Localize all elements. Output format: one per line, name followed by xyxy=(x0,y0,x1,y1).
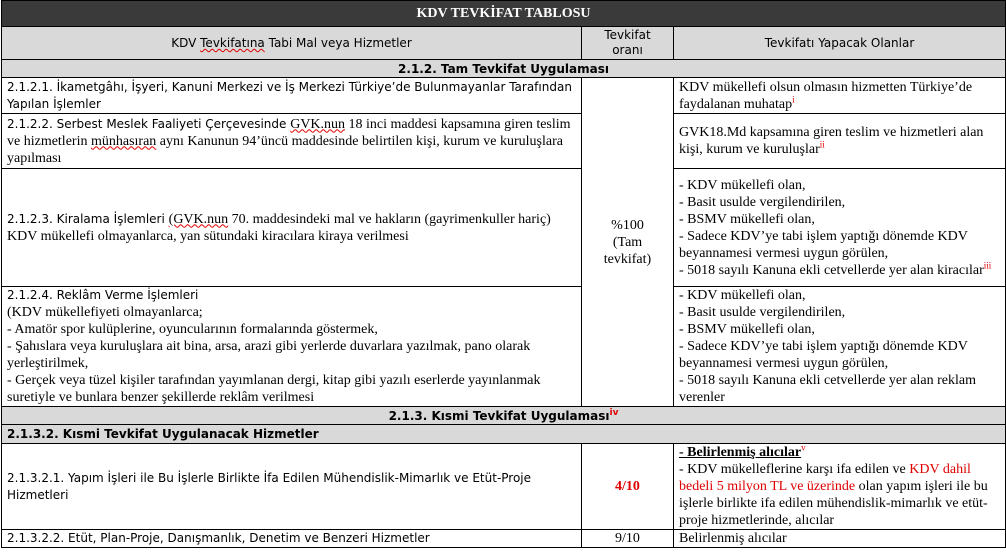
row-2-1-2-2-subject: 2.1.2.2. Serbest Meslek Faaliyeti Çerçevesinde GVK.nun 18 inci maddesi kapsamına giren teslim ve hizmetlerin münhasıran aynı Kanunun 94’üncü maddesinde belirtilen kişi, kurum ve kuruluşlara yapılması xyxy=(2,114,582,169)
row-2-1-2-2-withholder: GVK18.Md kapsamına giren teslim ve hizmetleri alan kişi, kurum ve kuruluşlar$^{ii}$ xyxy=(674,114,1006,169)
rate-full: %100 (Tam tevkifat) xyxy=(582,78,674,407)
footnote-marker: iii xyxy=(983,259,992,270)
row-2-1-3-2-2-withholder: Belirlenmiş alıcılar xyxy=(674,530,1006,548)
highlighted-threshold: KDV dahil bedeli 5 milyon TL ve üzerinde xyxy=(679,462,971,494)
row-2-1-3-2-1-subject: 2.1.3.2.1. Yapım İşleri ile Bu İşlerle Birlikte İfa Edilen Mühendislik-Mimarlık ve Etüt-Proje Hizmetleri xyxy=(2,444,582,530)
header-withholders: Tevkifatı Yapacak Olanlar xyxy=(674,27,1006,60)
footnote-marker: ii xyxy=(819,139,825,150)
row-2-1-2-3-withholder: - KDV mükellefi olan, - Basit usulde vergilendirilen, - BSMV mükellefi olan, - Sadece KDV’ye tabi işlem yaptığı dönemde KDV beyannamesi vermesi uygun görülen, - 5018 sayılı Kanuna ekli cetvellerde yer alan kiracılar$^{iii}$ xyxy=(674,169,1006,287)
section-full-withholding: 2.1.2. Tam Tevkifat Uygulaması xyxy=(2,60,1006,78)
kdv-tevkifat-table xyxy=(1,0,1006,548)
rate-9-10: 9/10 xyxy=(582,530,674,548)
subsection-partial-services: 2.1.3.2. Kısmi Tevkifat Uygulanacak Hizmetler xyxy=(2,425,1006,444)
row-2-1-2-1-subject: 2.1.2.1. İkametgâhı, İşyeri, Kanuni Merkezi ve İş Merkezi Türkiye’de Bulunmayanlar Tarafından Yapılan İşlemler xyxy=(2,78,582,114)
spellcheck-word: Tevkifatına xyxy=(200,36,265,50)
footnote-marker: i xyxy=(792,93,795,104)
row-2-1-3-2-2-subject: 2.1.3.2.2. Etüt, Plan-Proje, Danışmanlık, Denetim ve Benzeri Hizmetler xyxy=(2,530,582,548)
header-goods-services: KDV Tevkifatına Tabi Mal veya Hizmetler xyxy=(2,27,582,60)
footnote-marker: iv xyxy=(609,407,619,418)
header-rate: Tevkifat oranı xyxy=(582,27,674,60)
footnote-marker: v xyxy=(801,443,806,453)
row-2-1-2-4-withholder: - KDV mükellefi olan, - Basit usulde vergilendirilen, - BSMV mükellefi olan, - Sadece KDV’ye tabi işlem yaptığı dönemde KDV beyannamesi vermesi uygun görülen, - 5018 sayılı Kanuna ekli cetvellerde yer alan reklam verenler xyxy=(674,287,1006,407)
row-2-1-2-1-withholder: KDV mükellefi olsun olmasın hizmetten Türkiye’de faydalanan muhatap$^i$ xyxy=(674,78,1006,114)
row-2-1-2-3-subject: 2.1.2.3. Kiralama İşlemleri (GVK.nun 70. maddesindeki mal ve hakların (gayrimenkuller hariç) KDV mükellefi olmayanlarca, yan sütundaki kiracılara kiraya verilmesi xyxy=(2,169,582,287)
section-partial-withholding: 2.1.3. Kısmi Tevkifat Uygulaması$^{iv}$ xyxy=(2,407,1006,425)
row-2-1-3-2-1-withholder: - Belirlenmiş alıcılar$^v$ - KDV mükelleflerine karşı ifa edilen ve KDV dahil bedeli 5 milyon TL ve üzerinde olan yapım işleri ile bu işlerle birlikte ifa edilen mühendislik-mimarlık ve etüt-proje hizmetlerinde, alıcılar xyxy=(674,444,1006,530)
table-title: KDV TEVKİFAT TABLOSU xyxy=(2,1,1006,27)
rate-4-10: 4/10 xyxy=(582,444,674,530)
row-2-1-2-4-subject: 2.1.2.4. Reklâm Verme İşlemleri (KDV mükellefiyeti olmayanlarca; - Amatör spor kulüplerine, oyuncularının formalarında göstermek, - Şahıslara veya kuruluşlara ait bina, arsa, arazi gibi yerlerde duvarlara yazılmak, pano olarak yerleştirilmek, - Gerçek veya tüzel kişiler tarafından yayımlanan dergi, kitap gibi yazılı eserlerde yayınlanmak suretiyle ve bunlara benzer şekillerde reklâm verilmesi xyxy=(2,287,582,407)
